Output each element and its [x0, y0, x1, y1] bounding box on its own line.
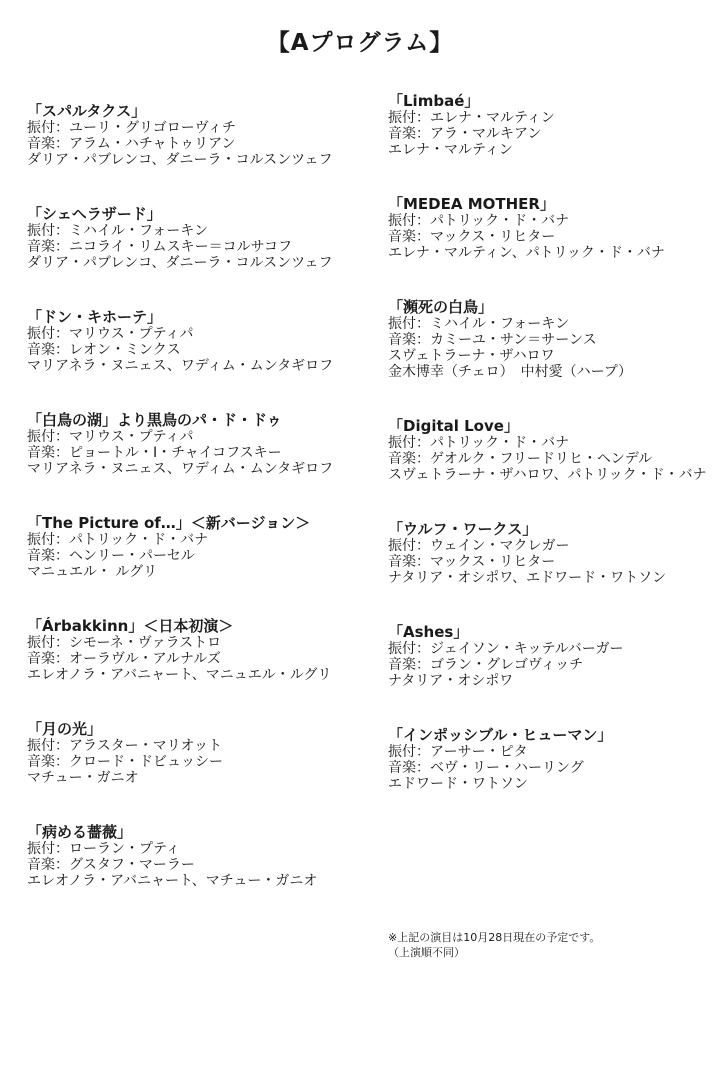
- performer-line: ダリア・パブレンコ、ダニーラ・コルスンツェフ: [27, 255, 333, 271]
- music-line: 音楽：レオン・ミンクス: [27, 342, 181, 358]
- performer-line: エレオノラ・アバニャート、マチュー・ガニオ: [27, 873, 318, 889]
- note-line: ※上記の演目は10月28日現在の予定です。: [388, 931, 601, 944]
- music-line: 音楽：オーラヴル・アルナルズ: [27, 651, 221, 667]
- choreographer-line: 振付：パトリック・ド・バナ: [388, 435, 570, 451]
- performer-line: スヴェトラーナ・ザハロワ、パトリック・ド・バナ: [388, 467, 707, 483]
- music-line: 音楽：グスタフ・マーラー: [27, 857, 195, 873]
- choreographer-line: 振付：マリウス・プティパ: [27, 326, 194, 342]
- program-item: [388, 93, 718, 158]
- program-item: [388, 727, 718, 792]
- program-item: [27, 824, 357, 889]
- program-title: 「ドン・キホーテ」: [27, 308, 163, 326]
- choreographer-line: 振付：エレナ・マルティン: [388, 110, 555, 126]
- program-item: [388, 624, 718, 689]
- program-item: [388, 418, 718, 483]
- note-line: （上演順不同）: [388, 946, 465, 959]
- performer-line: マニュエル・ ルグリ: [27, 564, 158, 580]
- performer-line: ナタリア・オシポワ、エドワード・ワトソン: [388, 570, 667, 586]
- choreographer-line: 振付：シモーネ・ヴァラストロ: [27, 635, 222, 651]
- choreographer-line: 振付：ウェイン・マクレガー: [388, 538, 570, 554]
- program-title: 「Limbaé」: [388, 92, 480, 110]
- program-item: [27, 721, 357, 786]
- choreographer-line: 振付：ミハイル・フォーキン: [388, 316, 570, 332]
- program-title: 「シェヘラザード」: [27, 205, 162, 223]
- program-item: [388, 299, 718, 380]
- performer-line: マチュー・ガニオ: [27, 770, 139, 786]
- music-line: 音楽：ヘンリー・パーセル: [27, 548, 195, 564]
- program-item: [27, 412, 357, 477]
- performer-line: ナタリア・オシポワ: [388, 673, 514, 689]
- program-item: [27, 309, 357, 374]
- program-title: 「The Picture of…」＜新バージョン＞: [27, 514, 311, 532]
- schedule-note: [388, 930, 600, 960]
- program-item: [388, 521, 718, 586]
- performer-line: エレナ・マルティン: [388, 142, 513, 158]
- program-title: 「病める薔薇」: [27, 823, 133, 841]
- performer-line: ダリア・パブレンコ、ダニーラ・コルスンツェフ: [27, 152, 333, 168]
- performer-line: マリアネラ・ヌニェス、ワディム・ムンタギロフ: [27, 461, 334, 477]
- program-column-right: [388, 93, 718, 830]
- program-item: [27, 515, 357, 580]
- page-title: 【Aプログラム】: [266, 30, 454, 56]
- program-title: 「スパルタクス」: [27, 102, 147, 120]
- choreographer-line: 振付：パトリック・ド・バナ: [388, 213, 570, 229]
- program-title: 「Digital Love」: [388, 417, 519, 435]
- program-item: [27, 618, 357, 683]
- performer-line: スヴェトラーナ・ザハロワ: [388, 348, 555, 364]
- program-item: [388, 196, 718, 261]
- program-title: 「ウルフ・ワークス」: [388, 520, 538, 538]
- music-line: 音楽：ゴラン・グレゴヴィッチ: [388, 657, 584, 673]
- music-line: 音楽：アラ・マルキアン: [388, 126, 542, 142]
- program-title: 「Ashes」: [388, 623, 469, 641]
- choreographer-line: 振付：ユーリ・グリゴローヴィチ: [27, 120, 236, 136]
- music-line: 音楽：アラム・ハチャトゥリアン: [27, 136, 236, 152]
- choreographer-line: 振付：パトリック・ド・バナ: [27, 532, 209, 548]
- music-line: 音楽：ゲオルク・フリードリヒ・ヘンデル: [388, 451, 653, 467]
- music-line: 音楽：マックス・リヒター: [388, 554, 556, 570]
- program-column-left: [27, 103, 357, 927]
- performer-line: エレオノラ・アバニャート、マニュエル・ルグリ: [27, 667, 332, 683]
- music-line: 音楽：ピョートル・I・チャイコフスキー: [27, 445, 282, 461]
- choreographer-line: 振付：アーサー・ピタ: [388, 744, 528, 760]
- program-title: 「瀕死の白鳥」: [388, 298, 494, 316]
- program-title: 「白鳥の湖」より黒鳥のパ・ド・ドゥ: [27, 411, 282, 429]
- music-line: 音楽：カミーユ・サン＝サーンス: [388, 332, 597, 348]
- music-line: 音楽：ニコライ・リムスキー＝コルサコフ: [27, 239, 293, 255]
- choreographer-line: 振付：アラスター・マリオット: [27, 738, 223, 754]
- program-title: 「Árbakkinn」＜日本初演＞: [27, 617, 234, 635]
- music-line: 音楽：ベヴ・リー・ハーリング: [388, 760, 584, 776]
- choreographer-line: 振付：ジェイソン・キッテルバーガー: [388, 641, 624, 657]
- music-line: 音楽：クロード・ドビュッシー: [27, 754, 223, 770]
- choreographer-line: 振付：ミハイル・フォーキン: [27, 223, 209, 239]
- program-title: 「月の光」: [27, 720, 103, 738]
- performer-line: エレナ・マルティン、パトリック・ド・バナ: [388, 245, 665, 261]
- performer-line: マリアネラ・ヌニェス、ワディム・ムンタギロフ: [27, 358, 334, 374]
- performer-line: 金木博幸（チェロ） 中村愛（ハープ）: [388, 364, 633, 380]
- program-title: 「MEDEA MOTHER」: [388, 195, 555, 213]
- program-item: [27, 206, 357, 271]
- music-line: 音楽：マックス・リヒター: [388, 229, 556, 245]
- choreographer-line: 振付：ローラン・プティ: [27, 841, 180, 857]
- performer-line: エドワード・ワトソン: [388, 776, 528, 792]
- choreographer-line: 振付：マリウス・プティパ: [27, 429, 194, 445]
- program-item: [27, 103, 357, 168]
- program-title: 「インポッシブル・ヒューマン」: [388, 726, 613, 744]
